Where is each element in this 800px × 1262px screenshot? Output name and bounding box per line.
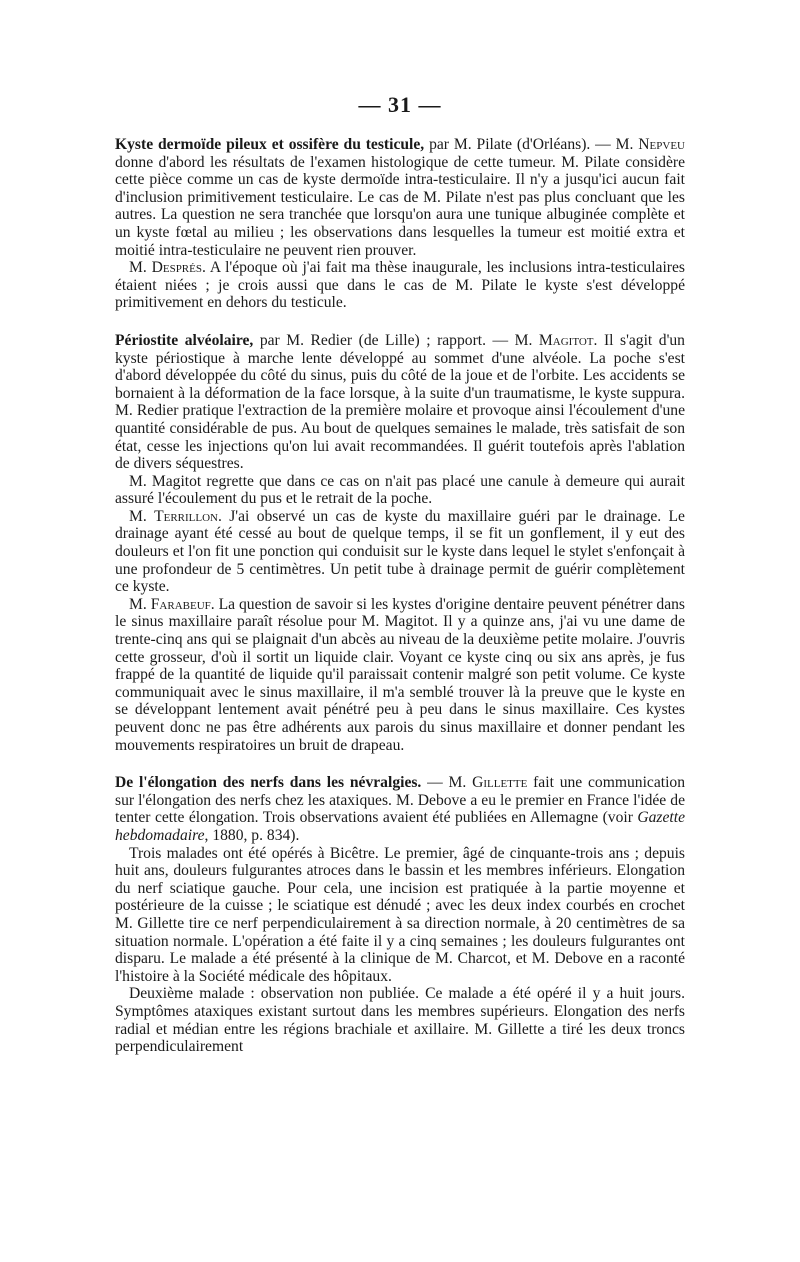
- article-section: [115, 774, 685, 1056]
- paragraph-text: , 1880, p. 834).: [204, 826, 300, 844]
- paragraph-text: . A l'époque où j'ai fait ma thèse inaugurale, les inclusions intra-testiculaires étaient niées ; je crois aussi que dans le cas de M. Pilate le kyste s'est développé primitivement en dehors du testicule.: [115, 259, 685, 312]
- article-paragraph: [115, 845, 685, 986]
- citation-title: Gazette hebdomadaire: [115, 809, 685, 844]
- paragraph-text: M.: [129, 259, 152, 277]
- speaker-name: Magitot: [538, 331, 594, 349]
- paragraph-text: . Il s'agit d'un kyste périostique à marche lente développé au sommet d'une alvéole. La poche s'est d'abord développée du côté du sinus, puis du côté de la joue et de l'orbite. Les accidents se bornaient à la déformation de la face lorsque, à la suite d'un traumatisme, le kyste suppura. M. Redier pratique l'extraction de la première molaire et provoque ainsi l'écoulement d'une quantité considérable de pus. Au bout de quelques semaines le malade, très satisfait de son état, cesse les injections qu'on lui avait recommandées. Il guérit toutefois après l'ablation de divers séquestres.: [115, 331, 685, 473]
- article-lead-paragraph: [115, 136, 685, 259]
- speaker-name: Nepveu: [638, 136, 686, 153]
- article-lead-paragraph: [115, 774, 685, 844]
- paragraph-text: M.: [129, 595, 151, 613]
- document-page: [115, 92, 685, 1076]
- speaker-name: Farabeuf: [150, 595, 211, 613]
- page-number: — 31 —: [358, 92, 442, 117]
- article-title: Kyste dermoïde pileux et ossifère du testicule,: [115, 136, 425, 153]
- article-section: [115, 136, 685, 312]
- paragraph-text: par M. Redier (de Lille) ; rapport. — M.: [253, 331, 539, 349]
- paragraph-text: . J'ai observé un cas de kyste du maxillaire guéri par le drainage. Le drainage ayant été cessé au bout de quelque temps, il se fit un gonflement, il y eut des douleurs et l'on fit une ponction qui conduisit sur le kyste dans lequel le stylet s'enfonçait à une profondeur de 5 centimètres. Un petit tube à drainage permit de guérir complètement ce kyste.: [115, 507, 685, 596]
- article-title: Périostite alvéolaire,: [115, 331, 254, 349]
- article-paragraph: [115, 259, 685, 312]
- paragraph-text: par M. Pilate (d'Orléans). — M.: [424, 136, 639, 153]
- article-section: [115, 332, 685, 754]
- paragraph-text: M.: [129, 507, 155, 525]
- paragraph-text: M. Magitot regrette que dans ce cas on n'ait pas placé une canule à demeure qui aurait assuré l'écoulement du pus et le retrait de la poche.: [115, 472, 685, 508]
- document-body: [115, 136, 685, 1056]
- article-title: De l'élongation des nerfs dans les névralgies.: [115, 774, 422, 792]
- speaker-name: Després: [151, 259, 202, 277]
- paragraph-text: . La question de savoir si les kystes d'origine dentaire peuvent pénétrer dans le sinus maxillaire paraît résolue pour M. Magitot. Il y a quinze ans, j'ai vu une dame de trente-cinq ans qui se plaignait d'un abcès au niveau de la deuxième petite molaire. J'ouvris cette grosseur, d'où il sortit un liquide clair. Voyant ce kyste cinq ou six ans après, je fus frappé de la quantité de liquide qu'il paraissait contenir malgré son petit volume. Ce kyste communiquait avec le sinus maxillaire, il m'a semblé trouver là la preuve que le kyste en se développant lentement avait pénétré peu à peu dans le sinus maxillaire. Ces kystes peuvent donc ne pas être adhérents aux parois du sinus maxillaire et donner pendant les mouvements respiratoires un bruit de drapeau.: [115, 595, 686, 754]
- speaker-name: Terrillon: [154, 507, 219, 525]
- paragraph-text: donne d'abord les résultats de l'examen histologique de cette tumeur. M. Pilate considère cette pièce comme un cas de kyste dermoïde intra-testiculaire. Il n'y a jusqu'ici aucun fait d'inclusion primitivement testiculaire. Le cas de M. Pilate n'est pas plus concluant que les autres. La question ne sera tranchée que lorsqu'on aura une tunique albuginée complète et un kyste fœtal au milieu ; les observations dans lesquelles la tumeur est moitié extra et moitié intra-testiculaire ne peuvent rien prouver.: [115, 153, 685, 259]
- article-paragraph: [115, 596, 685, 754]
- article-paragraph: [115, 508, 685, 596]
- paragraph-text: — M.: [421, 774, 473, 792]
- paragraph-text: fait une communication sur l'élongation des nerfs chez les ataxiques. M. Debove a eu le premier en France l'idée de tenter cette élongation. Trois observations avaient été publiées en Allemagne (voir: [115, 774, 685, 827]
- paragraph-text: Deuxième malade : observation non publiée. Ce malade a été opéré il y a huit jours. Symptômes ataxiques existant surtout dans les membres supérieurs. Elongation des nerfs radial et médian entre les régions brachiale et axillaire. M. Gillette a tiré les deux troncs perpendiculairement: [115, 985, 685, 1056]
- article-paragraph: [115, 473, 685, 508]
- article-lead-paragraph: [115, 332, 685, 473]
- paragraph-text: Trois malades ont été opérés à Bicêtre. Le premier, âgé de cinquante-trois ans ; depuis huit ans, douleurs fulgurantes atroces dans le bassin et les membres inférieurs. Elongation du nerf sciatique gauche. Pour cela, une incision est pratiquée à la partie moyenne et postérieure de la cuisse ; le sciatique est dénudé ; avec les deux index courbés en crochet M. Gillette tire ce nerf perpendiculairement à sa direction normale, à 20 centimètres de sa situation normale. L'opération a été faite il y a cinq semaines ; les douleurs fulgurantes ont disparu. Le malade a été présenté à la clinique de M. Charcot, et M. Debove en a raconté l'histoire à la Société médicale des hôpitaux.: [115, 844, 685, 985]
- article-paragraph: [115, 985, 685, 1055]
- speaker-name: Gillette: [472, 774, 528, 792]
